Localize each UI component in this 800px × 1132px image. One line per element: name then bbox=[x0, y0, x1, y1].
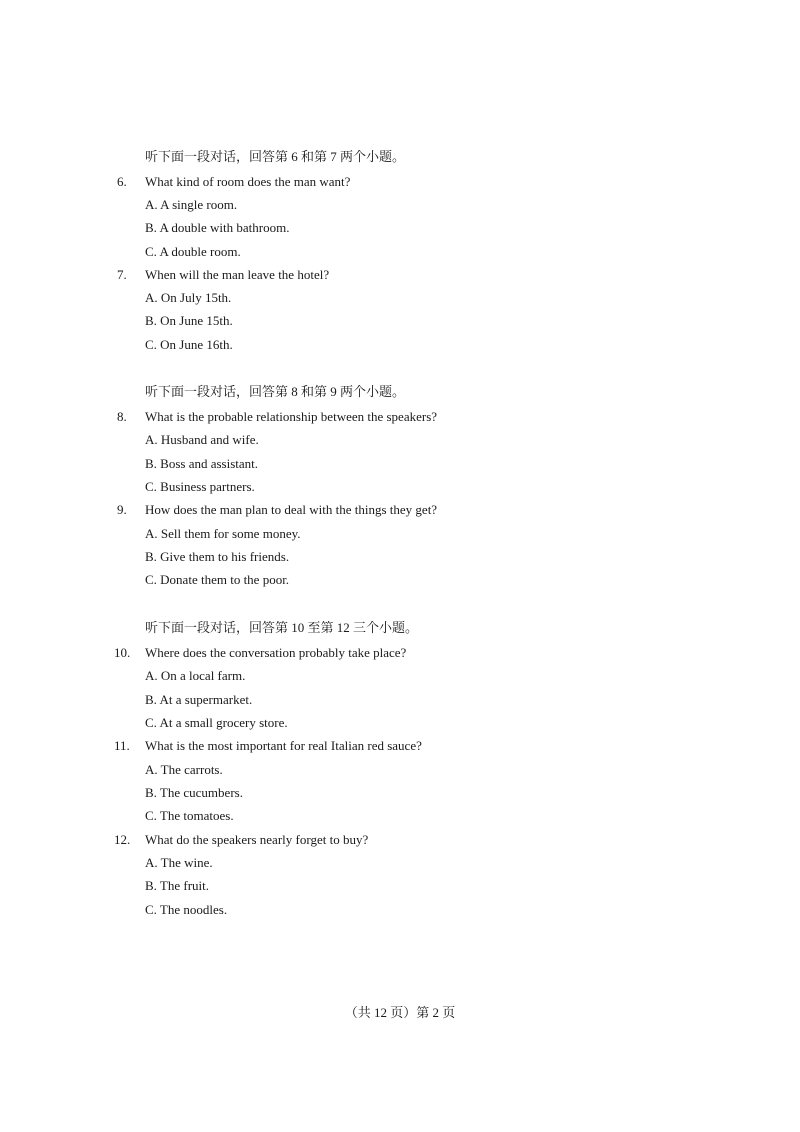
question-number: 10. bbox=[114, 645, 131, 660]
question-text: What is the most important for real Italian red sauce? bbox=[145, 738, 422, 753]
option-c: C. The noodles. bbox=[145, 902, 228, 917]
option-c: C. A double room. bbox=[145, 244, 241, 259]
option-b: B. At a supermarket. bbox=[145, 692, 253, 707]
option-a: A. The wine. bbox=[145, 855, 213, 870]
section-instruction: 听下面一段对话，回答第 6 和第 7 两个小题。 bbox=[145, 149, 406, 164]
option-c: C. At a small grocery store. bbox=[145, 715, 288, 730]
page-footer: （共 12 页）第 2 页 bbox=[344, 1005, 456, 1020]
option-a: A. On July 15th. bbox=[145, 290, 232, 305]
section-instruction: 听下面一段对话，回答第 10 至第 12 三个小题。 bbox=[145, 620, 419, 635]
option-b: B. A double with bathroom. bbox=[145, 220, 290, 235]
option-b: B. On June 15th. bbox=[145, 313, 233, 328]
question-number: 8. bbox=[117, 409, 127, 424]
question-number: 7. bbox=[117, 267, 127, 282]
option-c: C. The tomatoes. bbox=[145, 808, 234, 823]
option-b: B. The cucumbers. bbox=[145, 785, 243, 800]
question-text: What is the probable relationship between the speakers? bbox=[145, 409, 438, 424]
option-c: C. Business partners. bbox=[145, 479, 255, 494]
question-number: 6. bbox=[117, 174, 127, 189]
option-a: A. Husband and wife. bbox=[145, 432, 259, 447]
option-a: A. Sell them for some money. bbox=[145, 526, 301, 541]
option-a: A. The carrots. bbox=[145, 762, 223, 777]
option-b: B. Give them to his friends. bbox=[145, 549, 290, 564]
question-text: What do the speakers nearly forget to buy? bbox=[145, 832, 369, 847]
question-text: How does the man plan to deal with the things they get? bbox=[145, 502, 438, 517]
option-b: B. The fruit. bbox=[145, 878, 210, 893]
question-text: When will the man leave the hotel? bbox=[145, 267, 330, 282]
question-number: 12. bbox=[114, 832, 131, 847]
option-c: C. On June 16th. bbox=[145, 337, 233, 352]
question-text: Where does the conversation probably take place? bbox=[145, 645, 407, 660]
option-a: A. On a local farm. bbox=[145, 668, 246, 683]
question-number: 11. bbox=[114, 738, 130, 753]
question-number: 9. bbox=[117, 502, 127, 517]
option-b: B. Boss and assistant. bbox=[145, 456, 259, 471]
question-text: What kind of room does the man want? bbox=[145, 174, 351, 189]
option-a: A. A single room. bbox=[145, 197, 238, 212]
option-c: C. Donate them to the poor. bbox=[145, 572, 290, 587]
section-instruction: 听下面一段对话，回答第 8 和第 9 两个小题。 bbox=[145, 384, 406, 399]
